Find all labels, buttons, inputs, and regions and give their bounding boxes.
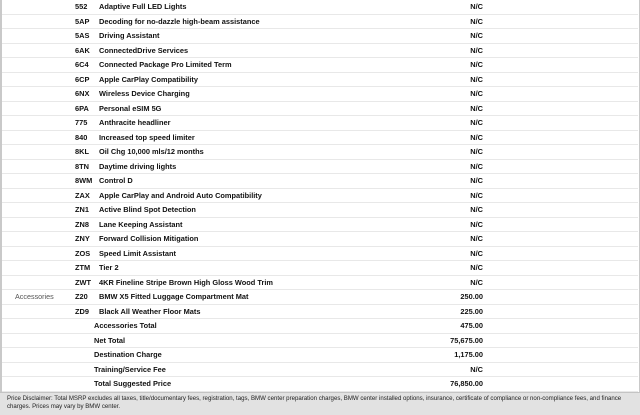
option-row [2, 102, 638, 117]
option-code: ZTM [75, 263, 91, 272]
option-row [2, 145, 638, 160]
option-code: 8WM [75, 176, 93, 185]
total-row [2, 377, 638, 392]
option-code: ZNY [75, 234, 90, 243]
option-row [2, 232, 638, 247]
option-code: 6AK [75, 45, 90, 55]
option-row [2, 218, 638, 233]
accessory-row [2, 305, 638, 320]
option-price: N/C [470, 16, 483, 26]
total-row [2, 348, 638, 363]
option-price: N/C [470, 234, 483, 243]
total-value: 76,850.00 [450, 379, 483, 388]
option-description: Increased top speed limiter [99, 132, 195, 142]
option-row [2, 87, 638, 102]
total-label: Net Total [94, 335, 126, 345]
option-code: 8TN [75, 161, 89, 171]
accessory-code: Z20 [75, 292, 88, 301]
option-description: Anthracite headliner [99, 118, 171, 127]
accessory-description: Black All Weather Floor Mats [99, 306, 201, 316]
option-description: Connected Package Pro Limited Term [99, 60, 232, 69]
total-label: Destination Charge [94, 350, 162, 359]
total-row [2, 334, 638, 349]
option-code: 6NX [75, 89, 90, 98]
option-price: N/C [470, 60, 483, 69]
option-description: Oil Chg 10,000 mls/12 months [99, 147, 204, 156]
option-price: N/C [470, 89, 483, 98]
option-code: 6PA [75, 103, 89, 113]
option-description: Lane Keeping Assistant [99, 219, 183, 229]
total-value: 475.00 [460, 321, 483, 330]
option-code: 5AS [75, 31, 90, 40]
option-code: ZWT [75, 277, 92, 287]
option-price: N/C [470, 45, 483, 55]
option-description: ConnectedDrive Services [99, 45, 189, 55]
option-code: 840 [75, 132, 88, 142]
option-price: N/C [470, 248, 483, 258]
accessory-price: 250.00 [460, 292, 483, 301]
total-label: Accessories Total [94, 321, 157, 330]
option-code: 8KL [75, 147, 89, 156]
option-row [2, 15, 638, 30]
total-value: N/C [470, 364, 483, 374]
option-price: N/C [470, 2, 483, 11]
accessory-description: BMW X5 Fitted Luggage Compartment Mat [99, 292, 249, 301]
option-price: N/C [470, 190, 483, 200]
total-value: 1,175.00 [454, 350, 483, 359]
option-code: 5AP [75, 16, 90, 26]
option-row [2, 44, 638, 59]
option-row [2, 160, 638, 175]
total-row [2, 363, 638, 378]
option-price: N/C [470, 161, 483, 171]
option-description: Tier 2 [99, 263, 119, 272]
option-code: 6CP [75, 74, 90, 84]
option-code: ZAX [75, 190, 90, 200]
option-price: N/C [470, 205, 483, 214]
total-label: Training/Service Fee [94, 364, 166, 374]
total-row [2, 319, 638, 334]
option-price: N/C [470, 118, 483, 127]
option-row [2, 29, 638, 44]
option-price: N/C [470, 277, 483, 287]
option-description: Personal eSIM 5G [99, 103, 162, 113]
accessory-price: 225.00 [460, 306, 483, 316]
accessory-code: ZD9 [75, 306, 89, 316]
option-row [2, 116, 638, 131]
accessory-row [2, 290, 638, 305]
option-code: 775 [75, 118, 88, 127]
option-description: Apple CarPlay and Android Auto Compatibility [99, 190, 262, 200]
total-value: 75,675.00 [450, 335, 483, 345]
option-description: Decoding for no-dazzle high-beam assistance [99, 16, 260, 26]
option-description: Wireless Device Charging [99, 89, 190, 98]
option-description: Control D [99, 176, 133, 185]
option-row [2, 73, 638, 88]
option-code: ZOS [75, 248, 91, 258]
option-price: N/C [470, 176, 483, 185]
option-row [2, 203, 638, 218]
option-description: Forward Collision Mitigation [99, 234, 199, 243]
option-row [2, 174, 638, 189]
option-row [2, 247, 638, 262]
section-label-accessories: Accessories [15, 292, 54, 301]
option-row [2, 131, 638, 146]
option-price: N/C [470, 31, 483, 40]
option-description: Daytime driving lights [99, 161, 177, 171]
option-description: Speed Limit Assistant [99, 248, 176, 258]
option-code: ZN1 [75, 205, 89, 214]
option-code: ZN8 [75, 219, 89, 229]
option-code: 552 [75, 2, 88, 11]
option-price: N/C [470, 103, 483, 113]
option-price: N/C [470, 132, 483, 142]
option-price: N/C [470, 263, 483, 272]
option-code: 6C4 [75, 60, 89, 69]
option-description: Active Blind Spot Detection [99, 205, 196, 214]
total-label: Total Suggested Price [94, 379, 172, 388]
option-row [2, 261, 638, 276]
option-description: 4KR Fineline Stripe Brown High Gloss Wood Trim [99, 277, 273, 287]
option-price: N/C [470, 219, 483, 229]
option-row [2, 276, 638, 291]
price-disclaimer: Price Disclaimer: Total MSRP excludes all taxes, title/documentary fees, registration, tags, BMW center preparation charges, BMW center installed options, insurance, certificate of compliance or non-compliance fees, and finance charges. Prices may vary by BMW center. [0, 392, 640, 415]
option-row [2, 58, 638, 73]
option-description: Driving Assistant [99, 31, 160, 40]
option-row [2, 0, 638, 15]
option-description: Adaptive Full LED Lights [99, 2, 187, 11]
option-price: N/C [470, 74, 483, 84]
option-row [2, 189, 638, 204]
option-price: N/C [470, 147, 483, 156]
option-description: Apple CarPlay Compatibility [99, 74, 198, 84]
